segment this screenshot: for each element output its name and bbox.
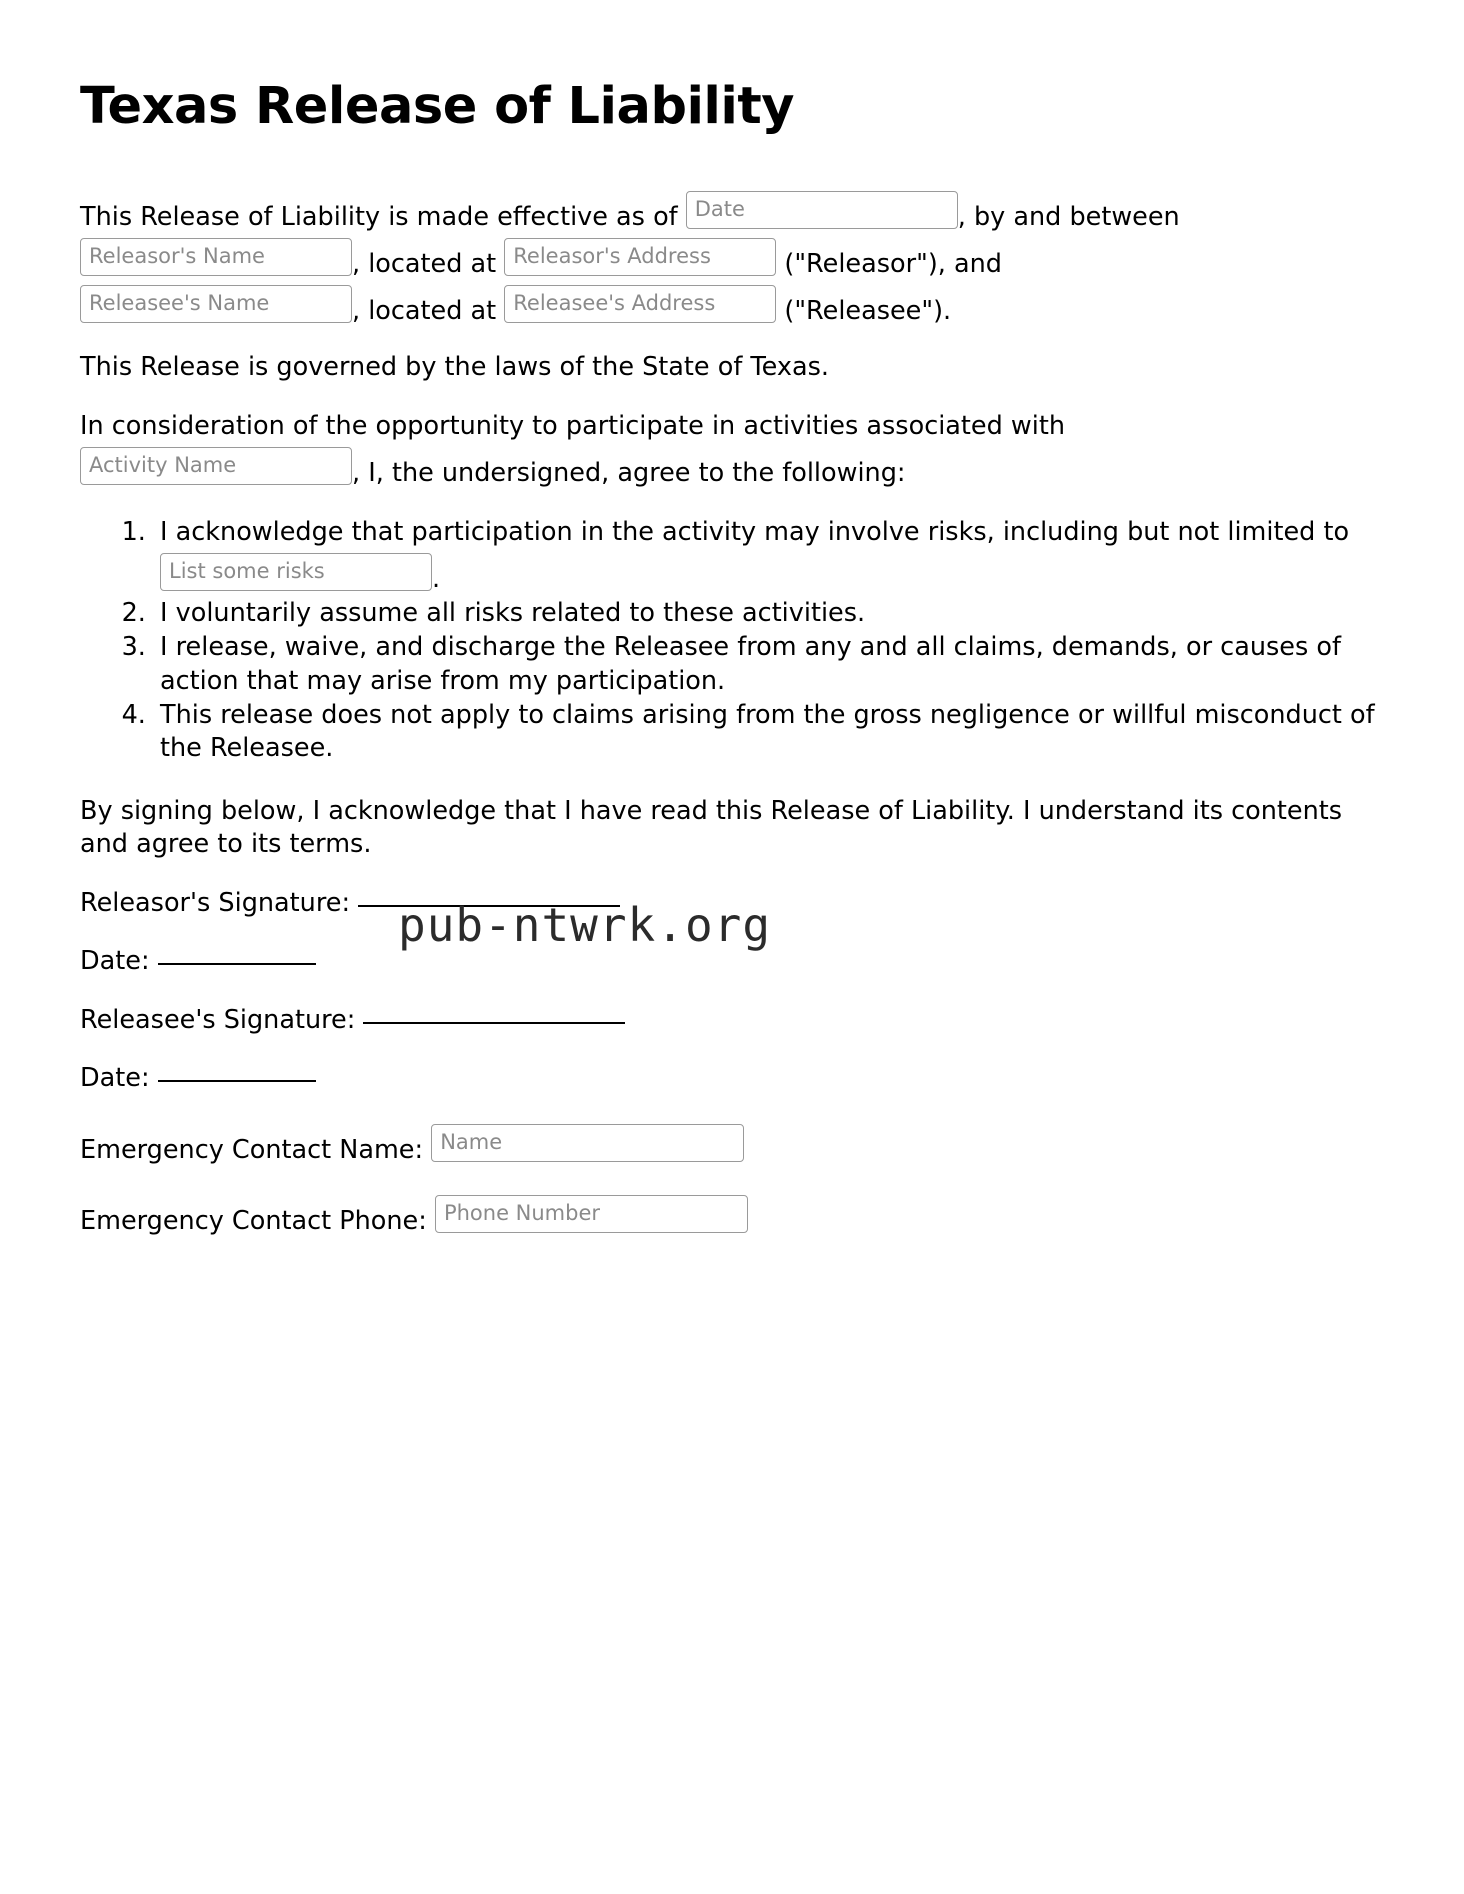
releasor-signature-row: [80, 887, 1384, 920]
releasor-tag-text: ("Releasor"), and: [784, 249, 1002, 280]
releasor-signature-rule[interactable]: [358, 905, 620, 907]
intro-paragraph: [80, 187, 1384, 328]
releasor-signature-label: Releasor's Signature:: [80, 888, 351, 919]
emergency-contact-phone-row: [80, 1191, 1384, 1238]
page-title: Texas Release of Liability: [80, 77, 795, 136]
releasee-date-label: Date:: [80, 1062, 150, 1093]
governing-law-paragraph: This Release is governed by the laws of the State of Texas.: [80, 351, 829, 382]
emergency-contact-phone-label: Emergency Contact Phone:: [80, 1205, 427, 1236]
term-item-2: 2. I voluntarily assume all risks related to these activities.: [154, 597, 1384, 630]
terms-list: [80, 516, 1384, 765]
releasee-tag-text: ("Releasee").: [784, 296, 952, 327]
releasee-signature-label: Releasee's Signature:: [80, 1004, 356, 1035]
consideration-paragraph: [80, 410, 1384, 490]
releasee-address-input[interactable]: Releasee's Address: [504, 285, 776, 323]
releasee-signature-row: [80, 1004, 1384, 1037]
releasee-date-rule[interactable]: [158, 1080, 316, 1082]
site-watermark: pub-ntwrk.org: [398, 898, 772, 952]
risks-input[interactable]: List some risks: [160, 553, 432, 591]
term-1-before-text: I acknowledge that participation in the activity may involve risks, including but not limited to: [160, 516, 1350, 547]
releasor-date-rule[interactable]: [158, 963, 316, 965]
term-item-3: 3. I release, waive, and discharge the Releasee from any and all claims, demands, or causes of action that may arise from my participation.: [154, 631, 1384, 697]
releasee-date-row: [80, 1062, 1384, 1095]
emergency-contact-phone-input[interactable]: Phone Number: [435, 1195, 748, 1233]
releasor-date-row: [80, 945, 1384, 978]
acknowledgement-paragraph: By signing below, I acknowledge that I have read this Release of Liability. I understand its contents and agree to its terms.: [80, 795, 1343, 860]
releasor-name-input[interactable]: Releasor's Name: [80, 238, 352, 276]
releasor-address-input[interactable]: Releasor's Address: [504, 238, 776, 276]
releasee-located-at-text: , located at: [352, 296, 497, 327]
consideration-before-text: In consideration of the opportunity to participate in activities associated with: [80, 410, 1065, 441]
term-1-after-text: .: [432, 564, 441, 595]
releasor-date-label: Date:: [80, 946, 150, 977]
releasor-located-at-text: , located at: [352, 249, 497, 280]
date-input[interactable]: Date: [686, 191, 958, 229]
term-item-1: [154, 516, 1384, 596]
consideration-after-text: , I, the undersigned, agree to the following:: [352, 457, 906, 488]
releasee-signature-rule[interactable]: [363, 1022, 625, 1024]
emergency-contact-name-label: Emergency Contact Name:: [80, 1134, 424, 1165]
intro-after-date-text: , by and between: [957, 202, 1180, 233]
emergency-contact-name-input[interactable]: Name: [431, 1124, 744, 1162]
emergency-contact-name-row: [80, 1120, 1384, 1167]
term-item-4: 4. This release does not apply to claims arising from the gross negligence or willful misconduct of the Releasee.: [154, 699, 1384, 765]
activity-name-input[interactable]: Activity Name: [80, 447, 352, 485]
intro-lead-text: This Release of Liability is made effective as of: [80, 202, 678, 233]
releasee-name-input[interactable]: Releasee's Name: [80, 285, 352, 323]
